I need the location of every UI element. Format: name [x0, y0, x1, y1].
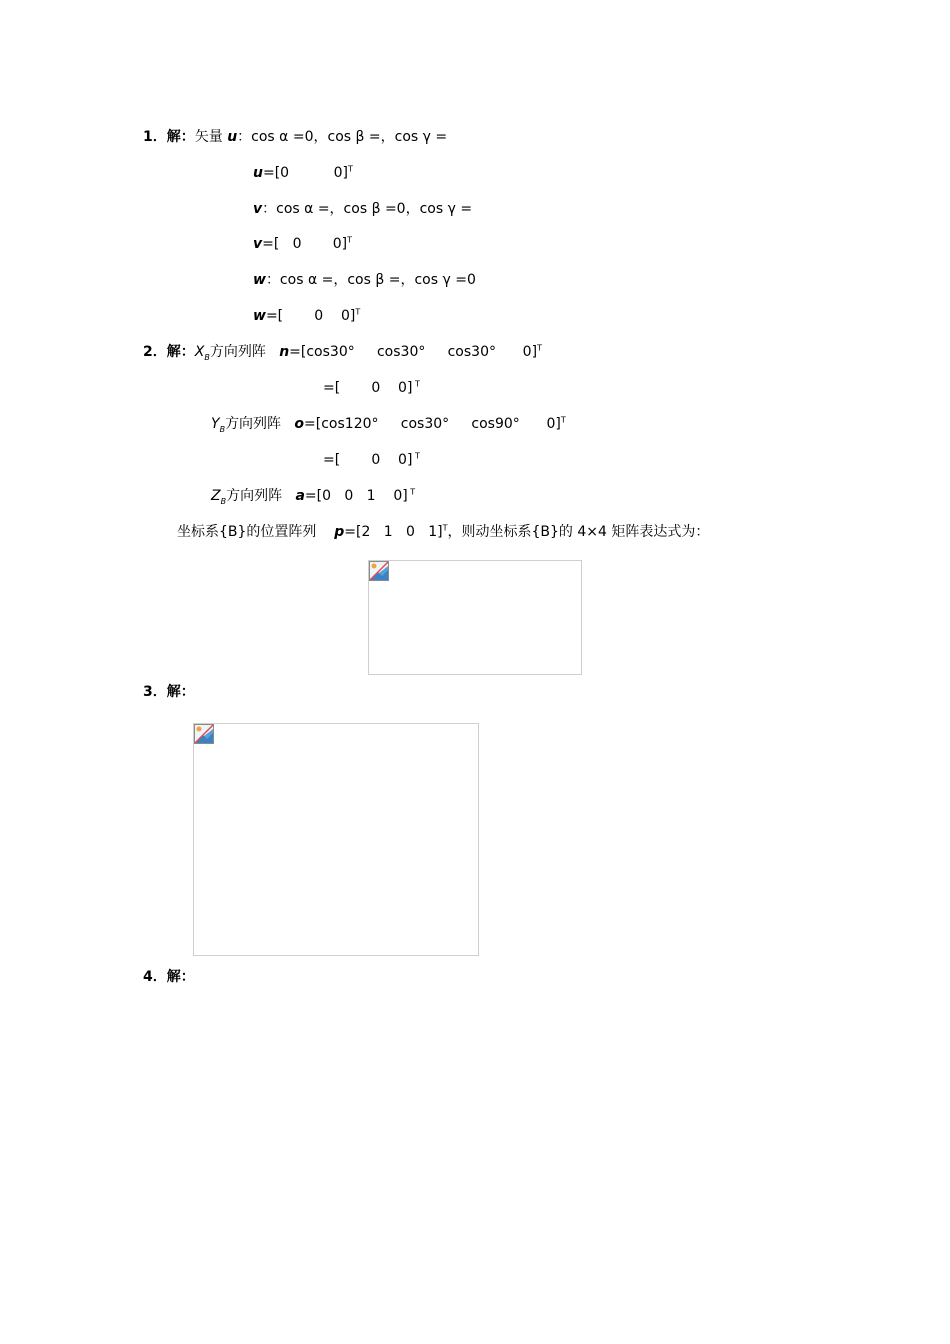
q3-image-placeholder	[193, 723, 479, 956]
q1-line4-sup: T	[347, 235, 353, 245]
q2-xb-eq	[323, 378, 420, 398]
q2-pos-var: p	[334, 524, 345, 540]
q2-pos-sup: T	[442, 523, 448, 533]
q2-label: 2．解：	[143, 344, 195, 360]
q3-label: 3．解：	[143, 684, 195, 700]
q1-line6-var: w	[253, 308, 266, 324]
q2-yb-sup: T	[560, 415, 566, 425]
q2-pos-pre: 坐标系{B}的位置阵列	[177, 524, 335, 540]
q2-pos-post: =[2 1 0 1]	[344, 524, 443, 540]
q1-line2	[253, 163, 353, 183]
q2-xb-var: n	[279, 344, 290, 360]
q2-xb-line	[143, 342, 542, 362]
q2-xb-eq-sup: T	[412, 379, 420, 389]
q1-line2-post: =[0 0]	[262, 165, 348, 181]
q1-line2-sup: T	[347, 164, 353, 174]
q2-xb-sup: T	[537, 343, 542, 353]
q1-line4-var: v	[253, 236, 263, 252]
q2-xb-axis: X	[194, 344, 205, 360]
q2-pos-line	[177, 522, 709, 542]
q2-yb-post: =[cos120° cos30° cos90° 0]	[304, 416, 561, 432]
q2-pos-tail: ，则动坐标系{B}的 4×4 矩阵表达式为：	[447, 524, 710, 540]
q2-yb-eq-sup: T	[412, 451, 420, 461]
broken-image-icon	[194, 724, 214, 744]
q1-line1	[143, 127, 447, 147]
q2-zb-var: a	[295, 488, 305, 504]
q1-line6-sup: T	[355, 307, 361, 317]
q2-zb-axis: Z	[211, 488, 221, 504]
q4-label: 4．解：	[143, 969, 195, 985]
q1-line3-post: ：cos α =，cos β =0，cos γ =	[262, 201, 473, 217]
q2-yb-eq-post: =[ 0 0]	[323, 452, 413, 468]
q2-xb-text: 方向列阵	[209, 344, 280, 360]
q2-xb-post: =[cos30° cos30° cos30° 0]	[289, 344, 538, 360]
q2-zb-sup: T	[407, 487, 416, 497]
q2-xb-eq-post: =[ 0 0]	[323, 380, 413, 396]
q1-line5-var: w	[253, 272, 266, 288]
q2-xb-sub: B	[204, 352, 210, 362]
q2-zb-post: =[0 0 1 0]	[304, 488, 408, 504]
q1-line4	[253, 234, 352, 254]
q1-line3-var: v	[253, 201, 263, 217]
q1-line6-post: =[ 0 0]	[265, 308, 356, 324]
q2-yb-var: o	[294, 416, 305, 432]
q1-line5-post: ：cos α =，cos β =，cos γ =0	[265, 272, 476, 288]
q1-line6	[253, 306, 360, 326]
matrix-image-placeholder	[368, 560, 582, 675]
q1-line1-post: ：cos α =0，cos β =，cos γ =	[237, 129, 448, 145]
q1-line1-pre: 矢量	[194, 129, 228, 145]
q2-yb-sub: B	[219, 424, 226, 434]
broken-image-icon	[369, 561, 389, 581]
q1-line5	[253, 270, 476, 290]
q2-zb-sub: B	[220, 496, 227, 506]
q1-line3	[253, 199, 472, 219]
q2-yb-axis: Y	[211, 416, 220, 432]
q1-label: 1．解：	[143, 129, 195, 145]
q2-yb-text: 方向列阵	[225, 416, 295, 432]
q2-zb-line	[211, 486, 415, 506]
q1-line1-var: u	[227, 129, 238, 145]
q2-yb-eq	[323, 450, 420, 470]
q1-line2-var: u	[253, 165, 263, 181]
q2-yb-line	[211, 414, 566, 434]
q2-zb-text: 方向列阵	[226, 488, 296, 504]
q1-line4-post: =[ 0 0]	[262, 236, 348, 252]
